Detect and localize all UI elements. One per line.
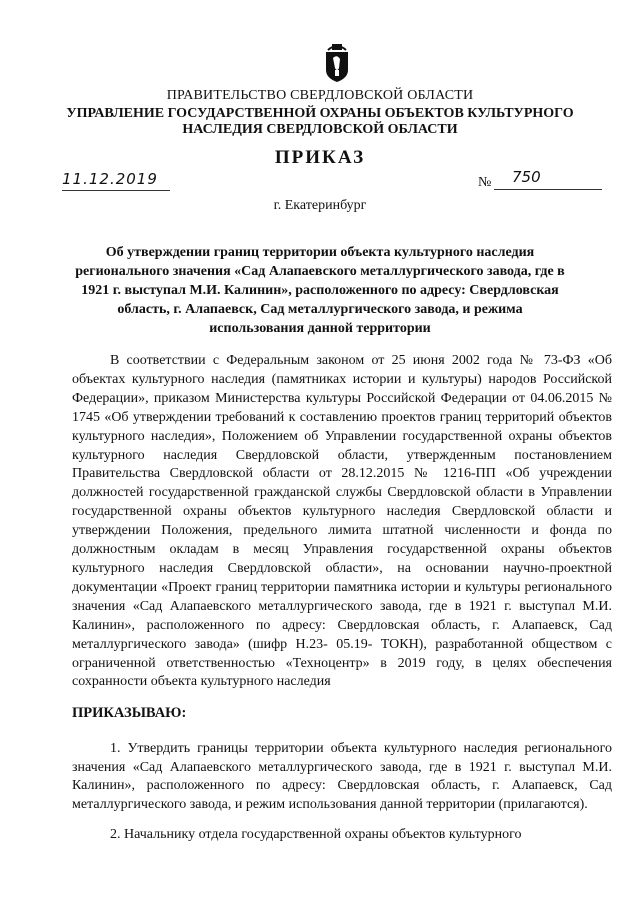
government-name: ПРАВИТЕЛЬСТВО СВЕРДЛОВСКОЙ ОБЛАСТИ [166, 88, 474, 103]
order-item-1: 1. Утвердить границы территории объекта культурного наследия регионального значения «Сад Алапаевского металлургического завода, где в 1921 г. выступал М.И. Калинин», расположенного по адресу: Свердловская область, г. Алапаевск, Сад металлургического завода, и режим использования данной территории (прилагаются). [72, 741, 612, 812]
sverdlovsk-coat-of-arms-icon [324, 42, 350, 82]
document-number: 750 [512, 168, 541, 186]
department-name: УПРАВЛЕНИЕ ГОСУДАРСТВЕННОЙ ОХРАНЫ ОБЪЕКТОВ КУЛЬТУРНОГО НАСЛЕДИЯ СВЕРДЛОВСКОЙ ОБЛАСТИ [66, 106, 574, 137]
document-subject: Об утверждении границ территории объекта культурного наследия регионального значения «Сад Алапаевского металлургического завода, где в 1921 г. выступал М.И. Калинин», расположенного по адресу: Свердловская область, г. Алапаевск, Сад металлургического завода, и режима использования данной территории [75, 245, 565, 336]
city: г. Екатеринбург [273, 198, 367, 213]
order-heading: ПРИКАЗЫВАЮ: [72, 705, 187, 721]
preamble-paragraph: В соответствии с Федеральным законом от 25 июня 2002 года № 73-ФЗ «Об объектах культурного наследия (памятниках истории и культуры) народов Российской Федерации», приказом Министерства культуры Российской Федерации от 04.06.2015 № 1745 «Об утверждении требований к составлению проектов границ территорий объектов культурного наследия», Положением об Управлении государственной охраны объектов культурного наследия Свердловской области, утвержденным постановлением Правительства Свердловской области от 28.12.2015 № 1216-ПП «Об учреждении должностей государственной гражданской службы Свердловской области в Управлении государственной охраны объектов культурного наследия Свердловской области и утверждении Положения, предельного лимита штатной численности и фонда по должностным окладам в месяц Управления государственной охраны объектов культурного наследия Свердловской области», на основании научно-проектной документации «Проект границ территории памятника истории и культуры регионального значения «Сад Алапаевского металлургического завода, где в 1921 г. выступал М.И. Калинин», расположенного по адресу: Свердловская область, г. Алапаевск, Сад металлургического завода» (шифр Н.23- 05.19- ТОКН), разработанной обществом с ограниченной ответственностью «Техноцентр» в 2019 году, в целях обеспечения сохранности объекта культурного наследия [72, 353, 612, 690]
document-type: ПРИКАЗ [274, 147, 366, 168]
number-label: № [478, 175, 492, 190]
order-item-2: 2. Начальнику отдела государственной охраны объектов культурного [110, 827, 522, 842]
document-date: 11.12.2019 [62, 170, 170, 191]
document-number-field [494, 168, 602, 190]
